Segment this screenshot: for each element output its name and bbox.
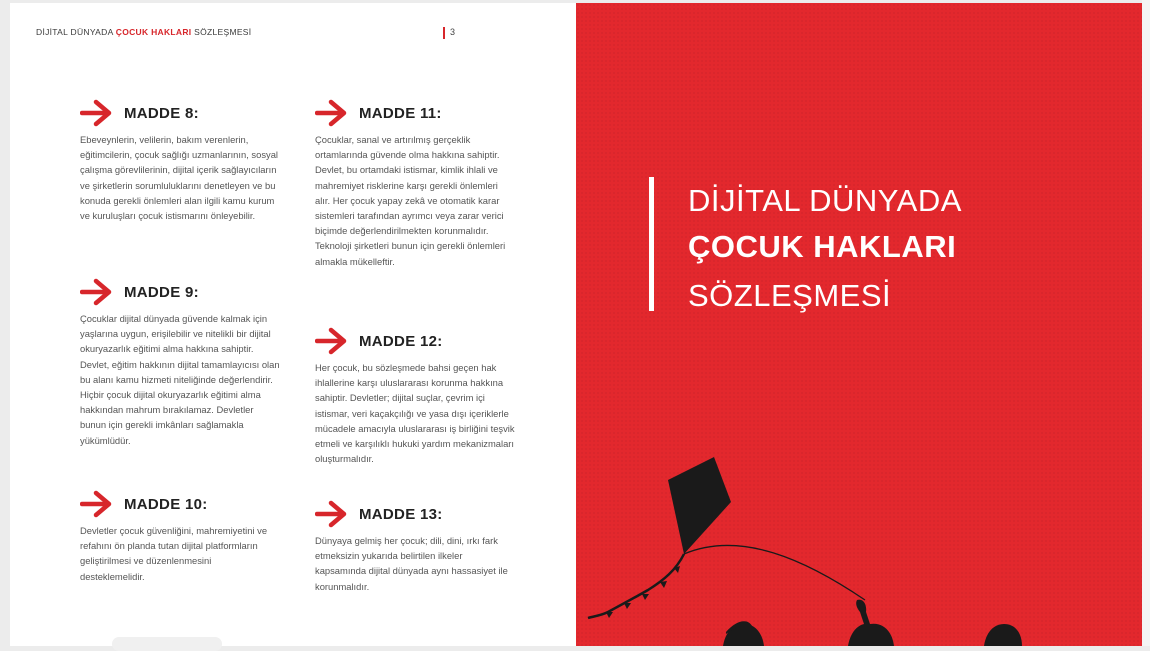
article-11 xyxy=(315,98,515,269)
page-number: 3 xyxy=(450,27,456,37)
cover-title-line-1: DİJİTAL DÜNYADA xyxy=(688,183,962,218)
arrow-right-icon xyxy=(80,99,114,127)
article-9 xyxy=(80,277,280,448)
arrow-right-icon xyxy=(80,490,114,518)
article-title: MADDE 9: xyxy=(124,283,199,301)
article-title: MADDE 11: xyxy=(359,104,442,122)
article-title: MADDE 13: xyxy=(359,505,443,523)
page-edge xyxy=(1142,0,1150,646)
article-title: MADDE 12: xyxy=(359,332,443,350)
article-body: Çocuklar dijital dünyada güvende kalmak için yaşlarına uygun, erişilebilir ve nitelikli bir dijital okuryazarlık eğitimi alma hakkına sahiptir. Devlet, eğitim hakkının dijital tamamlayıcısı olan bu alanı kamu hizmeti niteliğinde değerlendirir. Hiçbir çocuk dijital okuryazarlık eğitimi alma hakkından mahrum bırakılamaz. Devletler bunun için gerekli imkânları sağlamakla yükümlüdür. xyxy=(80,313,280,446)
page-number-bar xyxy=(443,27,445,39)
article-body: Dünyaya gelmiş her çocuk; dili, dini, ırkı fark etmeksizin yukarıda belirtilen ilkeler kapsamında dijital dünyada aynı hassasiyet ile korunmalıdır. xyxy=(315,535,508,592)
cover-title-line-2: ÇOCUK HAKLARI xyxy=(688,229,957,264)
header-highlight: ÇOCUK HAKLARI xyxy=(115,27,192,37)
header-suffix: SÖZLEŞMESİ xyxy=(191,27,252,37)
article-body: Ebeveynlerin, velilerin, bakım verenlerin, eğitimcilerin, çocuk sağlığı uzmanlarının, sosyal çalışma görevlilerinin, dijital içerik sağlayıcıların ve şirketlerin sorumluluklarını denetleyen ve bu konuda gerekli önlemleri alan ilgili kamu kurum ve kuruluşları çocuk istismarını önleyebilir. xyxy=(80,134,279,222)
article-8 xyxy=(80,98,285,223)
kite-children-illustration xyxy=(576,440,1142,646)
article-13 xyxy=(315,499,515,594)
arrow-right-icon xyxy=(80,278,114,306)
article-12 xyxy=(315,326,515,466)
article-body: Çocuklar, sanal ve artırılmış gerçeklik ortamlarında güvende olma hakkına sahiptir. Devlet, bu ortamdaki istismar, kimlik ihlali ve mahremiyet risklerine karşı gerekli önlemleri alır. Her çocuk yapay zekâ ve otomatik karar sistemleri tarafından ayrımcı veya zarar verici biçimde değerlendirilmekten korunmalıdır. Teknoloji şirketleri bunun için gerekli önlemleri almakla mükelleftir. xyxy=(315,134,506,267)
article-10 xyxy=(80,489,270,584)
header-prefix: DİJİTAL DÜNYADA xyxy=(36,27,116,37)
cover-title-bar xyxy=(649,177,654,311)
cover-title-line-3: SÖZLEŞMESİ xyxy=(688,278,892,313)
article-title: MADDE 10: xyxy=(124,495,208,513)
arrow-right-icon xyxy=(315,500,349,528)
arrow-right-icon xyxy=(315,327,349,355)
article-title: MADDE 8: xyxy=(124,104,199,122)
arrow-right-icon xyxy=(315,99,349,127)
bottom-tab-handle xyxy=(112,637,222,651)
article-body: Devletler çocuk güvenliğini, mahremiyetini ve refahını ön planda tutan dijital platformların geliştirilmesi ve düzenlenmesini desteklemelidir. xyxy=(80,525,268,582)
article-body: Her çocuk, bu sözleşmede bahsi geçen hak ihlallerine karşı uluslararası korunma hakkına sahiptir. Devletler; dijital suçlar, çevrim içi istismar, veri kaçakçılığı ve yasa dışı içeriklerle mücadele amacıyla uluslararası iş birliğini teşvik etmeli ve karşılıklı hukuki yardım mekanizmaları oluşturmalıdır. xyxy=(315,362,515,465)
running-header xyxy=(36,27,251,37)
kite-icon xyxy=(668,457,731,554)
